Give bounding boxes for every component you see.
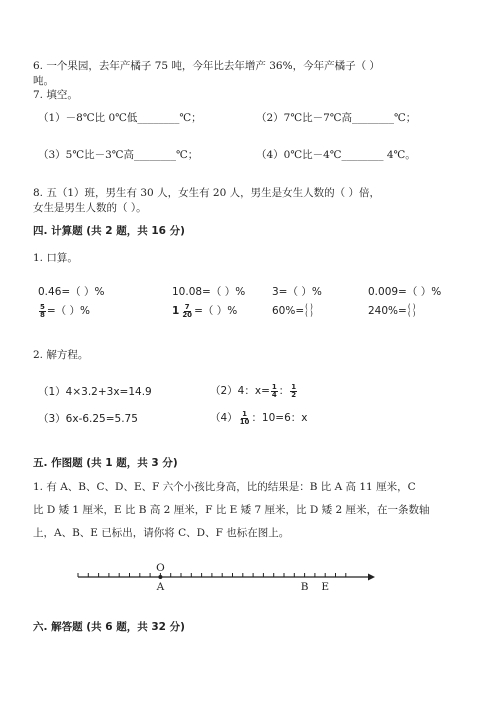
q8-line2: 女生是男生人数的（ ）。 <box>33 202 147 214</box>
equation-4: （4） $\frac{1}{10}$ ：10=6：x <box>210 409 308 426</box>
oral-item-1: 0.46=（ ）% <box>38 286 105 298</box>
oral-item-6: 1 $\frac{7}{20}$ =（ ）% <box>172 302 238 319</box>
oral-item-7: 60%= ( ) ( ) <box>272 303 313 318</box>
sec6-title: 六. 解答题 (共 6 题，共 32 分) <box>33 621 185 633</box>
q7-item-4: （4）0℃比－4℃________ 4℃。 <box>256 149 416 161</box>
blank-fraction: ( ) ( ) <box>305 303 313 318</box>
origin-label: O <box>156 562 165 574</box>
fraction: $\frac{5}{8}$ <box>40 302 45 319</box>
equation-1: （1）4×3.2+3x=14.9 <box>38 386 152 398</box>
q6-line2: 吨。 <box>33 75 54 87</box>
equation-3: （3）6x-6.25=5.75 <box>38 413 138 425</box>
oral-item-2: 10.08=（ ）% <box>172 286 246 298</box>
sec4-q2-title: 2. 解方程。 <box>33 349 89 361</box>
q6-line1: 6. 一个果园，去年产橘子 75 吨，今年比去年增产 36%，今年产橘子（ ） <box>33 60 380 72</box>
mixed-number: 1 $\frac{7}{20}$ <box>172 302 193 319</box>
blank-fraction: ( ) ( ) <box>407 303 416 318</box>
sec5-line3: 上，A、B、E 已标出，请你将 C、D、F 也标在图上。 <box>33 527 290 539</box>
oral-item-5: $\frac{5}{8}$ =（ ）% <box>40 302 90 319</box>
q7-item-1: （1）－8℃比 0℃低________℃； <box>38 112 202 124</box>
sec5-title: 五. 作图题 (共 1 题，共 3 分) <box>33 457 178 469</box>
q8-line1: 8. 五（1）班，男生有 30 人，女生有 20 人，男生是女生人数的（ ）倍， <box>33 187 380 199</box>
sec5-line2: 比 D 矮 1 厘米，E 比 B 高 2 厘米，F 比 E 矮 7 厘米，比 D 矮 2 厘米，在一条数轴 <box>33 504 430 516</box>
oral-item-3: 3=（ ）% <box>272 286 322 298</box>
q7-item-3: （3）5℃比－3℃高________℃； <box>38 149 199 161</box>
sec5-line1: 1. 有 A、B、C、D、E、F 六个小孩比身高，比的结果是：B 比 A 高 11 厘米，C <box>33 481 416 493</box>
point-e-label: E <box>321 581 330 593</box>
point-a-label: A <box>156 581 165 593</box>
sec4-title: 四. 计算题 (共 2 题，共 16 分) <box>33 225 185 237</box>
oral-item-4: 0.009=（ ）% <box>368 286 442 298</box>
q7-title: 7. 填空。 <box>33 89 78 101</box>
number-line <box>0 555 500 600</box>
sec4-q1-title: 1. 口算。 <box>33 252 78 264</box>
axis-arrow <box>368 574 375 581</box>
q7-item-2: （2）7℃比－7℃高________℃； <box>256 112 417 124</box>
origin-dot <box>158 575 162 579</box>
equation-2: （2）4：x= $\frac{1}{4}$ ： $\frac{1}{2}$ <box>210 382 297 399</box>
oral-item-8: 240%= ( ) ( ) <box>368 303 416 318</box>
point-b-label: B <box>300 581 309 593</box>
